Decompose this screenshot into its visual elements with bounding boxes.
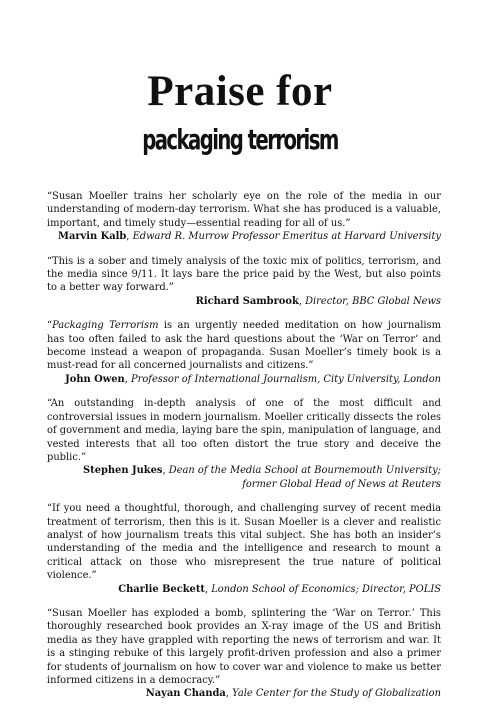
quote-author-role: Dean of the Media School at Bournemouth University; <box>168 465 441 477</box>
quote-text: “Susan Moeller trains her scholarly eye on the role of the media in our understanding of modern-day terrorism. What she has produced is a valuable, important, and timely study—essential reading for all of us.” <box>47 191 441 229</box>
quote-author: Nayan Chanda <box>145 688 226 700</box>
quote-text: “If you need a thoughtful, thorough, and challenging survey of recent media treatment of terrorism, then this is it. Susan Moeller is a clever and realistic analyst of how journalism treats this vital subject. She has both an insider’s understanding of the media and the intelligence and research to mount a critical attack on those who misrepresent the true nature of political violence.” <box>47 503 441 582</box>
quote-attribution: Charlie Beckett, London School of Economics; Director, POLIS <box>118 583 441 595</box>
quote-text-body: is an urgently needed meditation on how journalism has too often failed to ask the hard questions about the ‘War on Terror’ and become instead a weapon of propaganda. Susan Moeller’s timely book is a must-read for all concerned journalists and citizens.” <box>47 320 441 372</box>
quote-attribution: Stephen Jukes, Dean of the Media School at Bournemouth University; <box>83 465 441 477</box>
quote-author-role: London School of Economics; Director, POLIS <box>211 583 441 595</box>
quote-author: Richard Sambrook <box>195 295 299 307</box>
quote-text: “An outstanding in-depth analysis of one of the most difficult and controversial issues in modern journalism. Moeller critically dissects the roles of government and media, laying bare the spin, manipulation of language, and vested interests that all too often distort the true story and deceive the public.” <box>47 398 441 463</box>
quote-attribution: John Owen, Professor of International Journalism, City University, London <box>65 373 441 385</box>
quote-sambrook <box>47 255 441 309</box>
quotes-list <box>47 190 441 712</box>
quote-author: John Owen <box>65 373 125 385</box>
quote-owen <box>47 319 441 386</box>
page-title: Praise for <box>147 68 333 115</box>
quote-attribution: Richard Sambrook, Director, BBC Global News <box>195 295 441 307</box>
quote-author: Marvin Kalb <box>58 231 127 243</box>
book-title-logo: packaging terrorism <box>142 123 338 156</box>
quote-author-role: Professor of International Journalism, City University, London <box>130 373 441 385</box>
quote-chanda <box>47 607 441 701</box>
quote-author-role-2: former Global Head of News at Reuters <box>242 478 441 490</box>
quote-author-role: Edward R. Murrow Professor Emeritus at Harvard University <box>132 231 441 243</box>
quote-beckett <box>47 502 441 596</box>
quote-author-role: Yale Center for the Study of Globalization <box>232 688 441 700</box>
quote-author-role: Director, BBC Global News <box>305 295 441 307</box>
quote-kalb <box>47 190 441 244</box>
quote-attribution: Nayan Chanda, Yale Center for the Study of Globalization <box>145 688 441 700</box>
quote-author: Stephen Jukes <box>83 465 163 477</box>
quote-jukes <box>47 397 441 491</box>
quote-text: “Packaging Terrorism is an urgently needed meditation on how journalism has too often failed to ask the hard questions about the ‘War on Terror’ and become instead a weapon of propaganda. Susan Moeller’s timely book is a must-read for all concerned journalists and citizens.” <box>47 320 441 372</box>
quote-attribution-line2 <box>47 478 441 491</box>
quote-book-title: Packaging Terrorism <box>52 320 159 332</box>
quote-text: “This is a sober and timely analysis of the toxic mix of politics, terrorism, and the media since 9/11. It lays bare the price paid by the West, but also points to a better way forward.” <box>47 255 441 294</box>
quote-attribution: Marvin Kalb, Edward R. Murrow Professor Emeritus at Harvard University <box>58 231 441 243</box>
quote-author: Charlie Beckett <box>118 583 205 595</box>
quote-text: “Susan Moeller has exploded a bomb, splintering the ‘War on Terror.’ This thoroughly researched book provides an X-ray image of the US and British media as they have grappled with reporting the news of terrorism and war. It is a stinging rebuke of this largely profit-driven profession and also a primer for students of journalism on how to cover war and violence to make us better informed citizens in a democracy.” <box>47 607 441 686</box>
